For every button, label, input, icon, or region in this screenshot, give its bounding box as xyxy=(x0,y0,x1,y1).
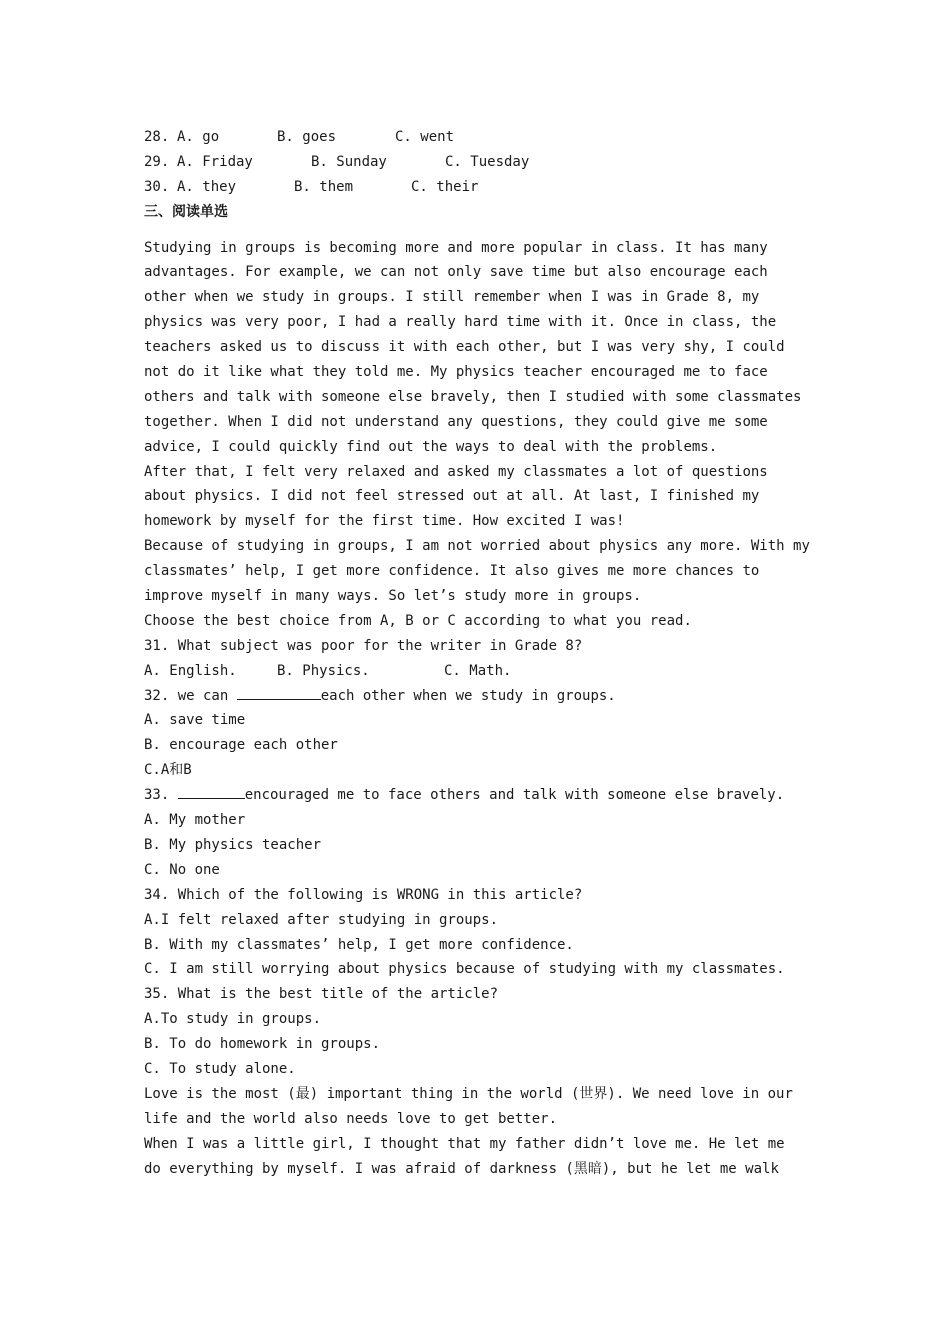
passage-line: life and the world also needs love to get better. xyxy=(144,1110,558,1127)
passage-line: together. When I did not understand any questions, they could give me some xyxy=(144,413,768,430)
option-c: C. Tuesday xyxy=(445,153,530,170)
passage-line: not do it like what they told me. My physics teacher encouraged me to face xyxy=(144,364,768,381)
option-b: B. With my classmates’ help, I get more confidence. xyxy=(144,936,574,953)
passage-line: Love is the most (最) important thing in the world (世界). We need love in our xyxy=(144,1085,793,1102)
option-a: A. Friday xyxy=(177,153,253,170)
question-stem: 35. What is the best title of the article? xyxy=(144,986,499,1003)
option-c: C.A和B xyxy=(144,762,192,779)
passage-line: others and talk with someone else bravely, then I studied with some classmates xyxy=(144,388,802,405)
question-stem: 32. we can each other when we study in groups. xyxy=(144,684,834,709)
question-number: 30. xyxy=(144,178,170,195)
option-c: C. went xyxy=(395,129,455,145)
option-a: A.I felt relaxed after studying in groups. xyxy=(144,911,499,928)
passage-line: classmates’ help, I get more confidence. It also gives me more chances to xyxy=(144,563,760,580)
option-b: B. them xyxy=(294,178,354,195)
option-c: C. I am still worrying about physics because of studying with my classmates. xyxy=(144,961,785,978)
passage-line: When I was a little girl, I thought that my father didn’t love me. He let me xyxy=(144,1135,785,1152)
passage-line: do everything by myself. I was afraid of darkness (黑暗), but he let me walk xyxy=(144,1160,779,1177)
option-a: A. My mother xyxy=(144,812,246,829)
option-a: A. save time xyxy=(144,712,246,729)
option-c: C. Math. xyxy=(444,662,512,679)
option-c: C. their xyxy=(411,178,479,195)
passage-line: Because of studying in groups, I am not worried about physics any more. With my xyxy=(144,538,810,555)
question-31 xyxy=(144,634,834,684)
passage-line: physics was very poor, I had a really hard time with it. Once in class, the xyxy=(144,314,777,331)
passage-line: homework by myself for the first time. How excited I was! xyxy=(144,513,625,530)
passage-line: about physics. I did not feel stressed out at all. At last, I finished my xyxy=(144,488,760,505)
document-page xyxy=(144,125,834,1181)
choice-question-28 xyxy=(144,125,834,150)
passage-line: Choose the best choice from A, B or C according to what you read. xyxy=(144,612,692,629)
option-b: B. To do homework in groups. xyxy=(144,1036,381,1053)
question-32 xyxy=(144,684,834,784)
option-b: B. Sunday xyxy=(311,153,387,170)
question-number: 29. xyxy=(144,153,170,170)
passage-line: After that, I felt very relaxed and asked my classmates a lot of questions xyxy=(144,463,768,480)
question-number: 28. xyxy=(144,129,170,145)
option-c: C. To study alone. xyxy=(144,1060,296,1077)
option-a: A. English. xyxy=(144,662,237,679)
option-b: B. My physics teacher xyxy=(144,836,322,853)
choice-question-30 xyxy=(144,175,834,200)
reading-passage-1 xyxy=(144,236,834,634)
option-b: B. Physics. xyxy=(277,662,370,679)
passage-line: improve myself in many ways. So let’s study more in groups. xyxy=(144,588,642,605)
option-b: B. goes xyxy=(277,129,337,145)
question-stem: 31. What subject was poor for the writer in Grade 8? xyxy=(144,637,583,654)
question-33 xyxy=(144,783,834,883)
option-a: A.To study in groups. xyxy=(144,1011,322,1028)
question-35 xyxy=(144,982,834,1082)
question-stem: 33. encouraged me to face others and talk with someone else bravely. xyxy=(144,783,834,808)
answer-blank xyxy=(237,684,321,700)
passage-line: Studying in groups is becoming more and more popular in class. It has many xyxy=(144,239,768,256)
option-a: A. they xyxy=(177,178,237,195)
answer-blank xyxy=(178,783,245,799)
choice-question-29 xyxy=(144,150,834,175)
option-a: A. go xyxy=(177,129,220,145)
option-c: C. No one xyxy=(144,861,220,878)
passage-line: other when we study in groups. I still remember when I was in Grade 8, my xyxy=(144,289,760,306)
passage-line: advice, I could quickly find out the ways to deal with the problems. xyxy=(144,438,718,455)
reading-passage-2 xyxy=(144,1082,834,1182)
option-b: B. encourage each other xyxy=(144,737,338,754)
passage-line: advantages. For example, we can not only save time but also encourage each xyxy=(144,264,768,281)
question-34 xyxy=(144,883,834,983)
section-title: 三、阅读单选 xyxy=(144,203,228,220)
question-stem: 34. Which of the following is WRONG in this article? xyxy=(144,886,583,903)
passage-line: teachers asked us to discuss it with each other, but I was very shy, I could xyxy=(144,339,785,356)
